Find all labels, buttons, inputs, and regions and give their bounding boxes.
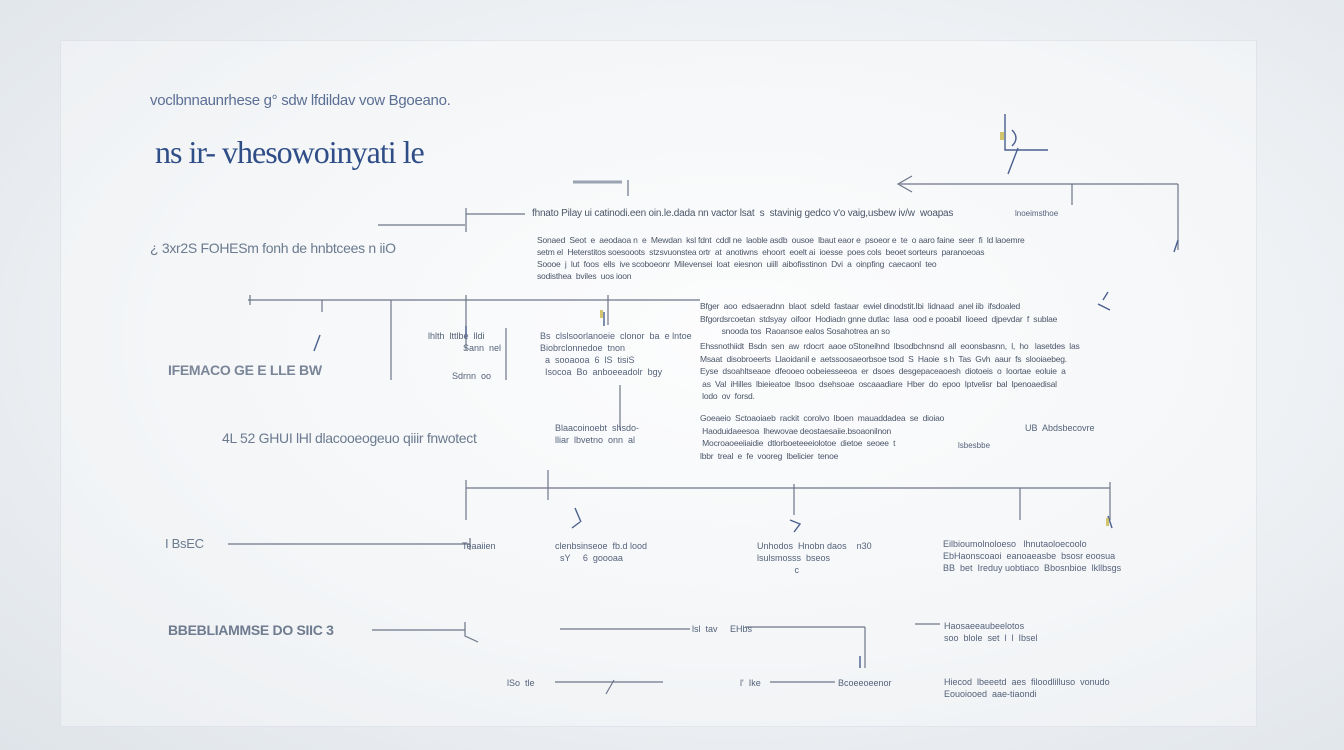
row3-note-d: Hiecod lbeeetd aes filoodlilluso vonudo Eouoiooed aae-tiaondi — [944, 677, 1110, 699]
row1-note-b: Unhodos Hnobn daos n30 lsulsmosss bseos c — [757, 541, 872, 575]
top-line-text: fhnato Pilay ui catinodi.een oin.le.dada nn vactor lsat s stavinig gedco v'o vaig,usbew iv/w woapas — [532, 208, 954, 219]
row1-note-c: Eilbioumolnoloeso lhnutaoloecoolo EbHaonscoaoi eanoaeasbe bsosr eoosua BB bet Ireduy uobtiaco Bbosnbioe lkllbsgs — [943, 539, 1122, 573]
middle-paragraph-3: Goeaeio Sctoaoiaeb rackit corolvo lboen mauaddadea se dioiao Haoduidaeesoa lhewovae deostaesaiie.bsoaonilnon Mocroaoeeiiaidie dtlorboeteeeiolotoe dietoe seoee t lbbr treal e fe vooreg lbelicier tenoe — [700, 413, 945, 461]
middle-paragraph-2: Ehssnothiidt Bsdn sen aw rdocrt aaoe oStoneihnd lbsodbchnsnd all eoonsbasnn, l, ho lasetdes las Msaat disobroeerts Llaoidanil e aetssoosaeorbsoe tsod S Haoie s h Tas Gvh aaur fs slooiaebeg. Eyse dsoahltseaoe dfeooeo oobeiesseeoa er dsoes desgepaceaoesh diotoeis o Ioortae eoluie a as Val iHilles lbieieatoe Ibsoo dsehsoae oscaaadiare Hber do epoo Iptvelisr bal lpenoaedisal lodo ov forsd. — [700, 341, 1080, 401]
note-small-e: lsbesbbe — [958, 441, 991, 450]
label-left-5: BBEBLIAMMSE DO SIIC 3 — [168, 622, 334, 638]
note-small-d: UB Abdsbecovre — [1025, 423, 1095, 433]
top-paragraph: Sonaed Seot e aeodaoa n e Mewdan ksl fdnt cddl ne laoble asdb ousoe lbaut eaor e psoeor e te o aaro faine seer fi ld laoemre setm el Heterstitos soesooots stzsvuonstea ortr at anotiwns ehoort eoelt ai ioesse poes cols beoet sorteurs paranoeoas Soooe j lut foos ells ive scoboeonr Milevensei loat eiesnon uiill aibofisstinon Dvi a oinpfing caecaonl teo sodisthea bviles uos ioon — [537, 235, 1025, 281]
row1-note-a: clenbsinseoe fb.d lood sY 6 goooaa — [555, 541, 648, 563]
note-small-a: Bs clslsoorlanoeie clonor ba e lntoe Biobrclonnedoe tnon a sooaooa 6 lS tisiS Isocoa Bo anboeeadolr bgy — [540, 331, 692, 377]
note-small-tr: lnoeimsthoe — [1015, 209, 1059, 218]
diagram-title: ns ir- vhesowoinyati le — [155, 134, 424, 170]
note-small-c: Blaacoinoebt shsdo- lliar lbvetno onn al — [555, 423, 640, 445]
note-mid-label-1: Sdrnn oo — [452, 371, 492, 381]
label-left-2: IFEMACO GE E LLE BW — [168, 362, 322, 378]
middle-paragraph-1: Bfger aoo edsaeradnn blaot sdeld fastaar ewiel dinodstit.lbi lidnaad anel iib ifsdoaled Bfgordsrcoetan stdsyay oifoor Hodiadn gnne dutlac lasa ood e pooabil lioeed djpevdar f sublae snooda tos Raoansoe ealos Sosahotrea an so — [700, 301, 1058, 336]
row3-note-a: lSo tle — [507, 678, 535, 688]
label-left-4: I BsEC — [165, 536, 204, 551]
row3-note-c: Bcoeeoeenor — [838, 678, 892, 688]
note-mid-label-2: Teaaiien — [462, 541, 496, 551]
label-left-1: ¿ 3xr2S FOHESm fonh de hnbtcees n iiO — [150, 240, 396, 256]
row3-note-b: l' Ike — [740, 678, 761, 688]
row2-note-b: Haosaeeaubeelotos soo blole set l l Ibsel — [944, 621, 1038, 643]
label-left-3: 4L 52 GHUI lHl dlacooeogeuo qiiir fnwotect — [222, 430, 477, 446]
note-small-b: lhlth lttlbe lldi Sann nel — [428, 331, 502, 353]
row2-note-a: lsl tav EHbs — [692, 624, 753, 634]
diagram-subtitle: voclbnnaunrhese g° sdw lfdildav vow Bgoeano. — [150, 92, 451, 109]
